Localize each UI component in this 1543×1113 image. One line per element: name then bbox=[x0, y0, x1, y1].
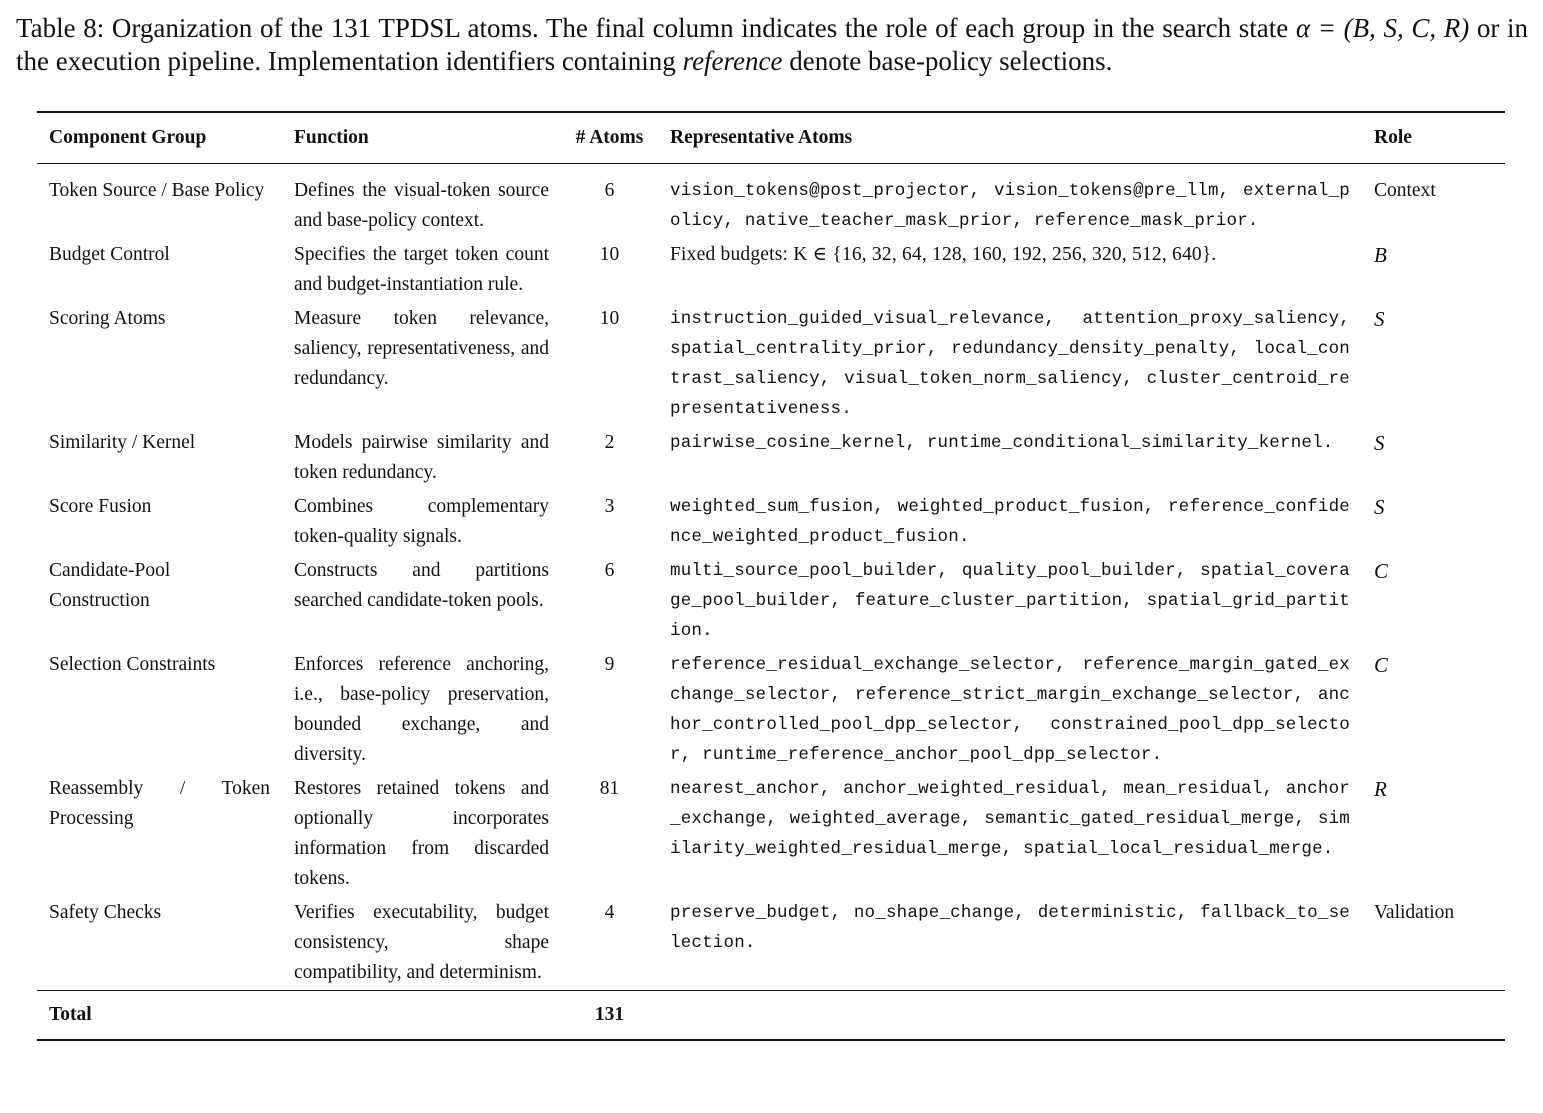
row-count: 4 bbox=[604, 902, 615, 923]
row-role: C bbox=[1374, 653, 1389, 677]
header-representative-atoms: Representative Atoms bbox=[670, 127, 853, 148]
row-count: 9 bbox=[604, 654, 615, 675]
caption-math: α = (B, S, C, R) bbox=[1295, 13, 1470, 43]
row-function: Combines complementary token-quality signals. bbox=[294, 496, 549, 547]
table-row bbox=[37, 772, 1505, 896]
row-role: Validation bbox=[1374, 902, 1455, 923]
atoms-table bbox=[37, 111, 1505, 1041]
header-function: Function bbox=[294, 127, 369, 148]
row-role: C bbox=[1374, 559, 1389, 583]
row-group: Similarity / Kernel bbox=[49, 432, 196, 453]
row-count: 10 bbox=[599, 308, 620, 329]
total-count: 131 bbox=[594, 1004, 625, 1025]
table-total-row bbox=[37, 991, 1505, 1041]
row-atoms: weighted_sum_fusion, weighted_product_fusion, reference_confidence_weighted_product_fusion. bbox=[670, 497, 1350, 547]
row-count: 6 bbox=[604, 180, 615, 201]
row-count: 10 bbox=[599, 244, 620, 265]
row-atoms: instruction_guided_visual_relevance, attention_proxy_saliency, spatial_centrality_prior, redundancy_density_penalty, local_contrast_saliency, visual_token_norm_saliency, cluster_centroid_representativeness. bbox=[670, 309, 1350, 419]
row-group: Candidate-Pool Construction bbox=[49, 560, 171, 611]
table-row bbox=[37, 648, 1505, 772]
row-function: Enforces reference anchoring, i.e., base-policy preservation, bounded exchange, and diversity. bbox=[294, 654, 549, 765]
total-label: Total bbox=[49, 1004, 92, 1025]
row-group: Safety Checks bbox=[49, 902, 162, 923]
row-group: Score Fusion bbox=[49, 496, 152, 517]
row-role: S bbox=[1374, 307, 1385, 331]
row-function: Measure token relevance, saliency, representativeness, and redundancy. bbox=[294, 308, 549, 389]
row-function: Constructs and partitions searched candidate-token pools. bbox=[294, 560, 549, 611]
table-caption bbox=[16, 12, 1528, 78]
row-group: Selection Constraints bbox=[49, 654, 216, 675]
table-row bbox=[37, 554, 1505, 648]
row-atoms: nearest_anchor, anchor_weighted_residual, mean_residual, anchor_exchange, weighted_average, semantic_gated_residual_merge, similarity_weighted_residual_merge, spatial_local_residual_merge. bbox=[670, 779, 1350, 859]
caption-middle: or in the execution pipeline. Implementation identifiers containing bbox=[16, 13, 1528, 76]
header-component-group: Component Group bbox=[49, 127, 207, 148]
row-group: Budget Control bbox=[49, 244, 170, 265]
table-row bbox=[37, 238, 1505, 302]
caption-prefix: Table 8: Organization of the 131 TPDSL atoms. The final column indicates the role of each group in the search state bbox=[16, 13, 1296, 43]
row-role: B bbox=[1374, 243, 1387, 267]
table-row bbox=[37, 490, 1505, 554]
row-atoms: reference_residual_exchange_selector, reference_margin_gated_exchange_selector, reference_strict_margin_exchange_selector, anchor_controlled_pool_dpp_selector, constrained_pool_dpp_selector, runtime_reference_anchor_pool_dpp_selector. bbox=[670, 655, 1350, 765]
row-function: Specifies the target token count and budget-instantiation rule. bbox=[294, 244, 549, 295]
row-group: Reassembly / Token Processing bbox=[49, 778, 270, 829]
row-role: R bbox=[1374, 777, 1387, 801]
table-header-row bbox=[37, 112, 1505, 164]
table-row bbox=[37, 896, 1505, 991]
table-row bbox=[37, 164, 1505, 239]
row-atoms: preserve_budget, no_shape_change, deterministic, fallback_to_selection. bbox=[670, 903, 1350, 953]
total-spacer bbox=[1362, 991, 1505, 1041]
row-function: Defines the visual-token source and base-policy context. bbox=[294, 180, 549, 231]
row-function: Verifies executability, budget consistency, shape compatibility, and determinism. bbox=[294, 902, 549, 983]
row-role: S bbox=[1374, 495, 1385, 519]
row-role: S bbox=[1374, 431, 1385, 455]
caption-suffix: denote base-policy selections. bbox=[782, 46, 1113, 76]
row-count: 2 bbox=[604, 432, 615, 453]
row-count: 81 bbox=[599, 778, 620, 799]
table-row bbox=[37, 426, 1505, 490]
row-atoms: pairwise_cosine_kernel, runtime_conditional_similarity_kernel. bbox=[670, 433, 1334, 453]
row-role: Context bbox=[1374, 180, 1436, 201]
row-count: 6 bbox=[604, 560, 615, 581]
row-atoms: vision_tokens@post_projector, vision_tokens@pre_llm, external_policy, native_teacher_mask_prior, reference_mask_prior. bbox=[670, 181, 1350, 231]
table-row bbox=[37, 302, 1505, 426]
row-group: Token Source / Base Policy bbox=[49, 180, 265, 201]
total-spacer bbox=[282, 991, 561, 1041]
row-function: Models pairwise similarity and token redundancy. bbox=[294, 432, 549, 483]
header-atom-count: # Atoms bbox=[575, 127, 644, 148]
row-atoms: multi_source_pool_builder, quality_pool_builder, spatial_coverage_pool_builder, feature_cluster_partition, spatial_grid_partition. bbox=[670, 561, 1350, 641]
total-spacer bbox=[658, 991, 1362, 1041]
header-role: Role bbox=[1374, 127, 1412, 148]
row-count: 3 bbox=[604, 496, 615, 517]
row-function: Restores retained tokens and optionally incorporates information from discarded tokens. bbox=[294, 778, 549, 889]
row-group: Scoring Atoms bbox=[49, 308, 166, 329]
row-atoms: Fixed budgets: K ∈ {16, 32, 64, 128, 160, 192, 256, 320, 512, 640}. bbox=[670, 244, 1217, 265]
atoms-table-container bbox=[37, 111, 1505, 1041]
caption-italic-word: reference bbox=[682, 46, 783, 76]
